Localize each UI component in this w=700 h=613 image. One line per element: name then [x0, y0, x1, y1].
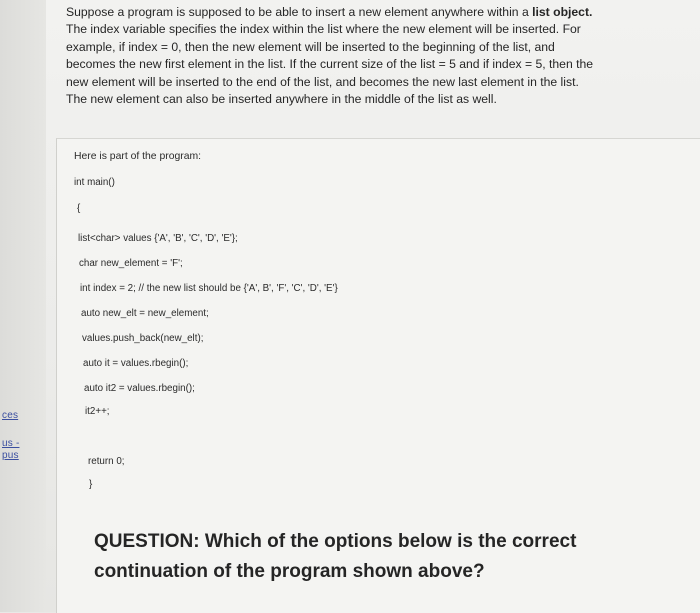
problem-text-start: Suppose a program is supposed to be able to insert a new element anywhere within a	[66, 5, 533, 19]
program-heading: Here is part of the program:	[74, 151, 202, 162]
code-line-push-back: values.push_back(new_elt);	[82, 333, 204, 344]
code-line-auto-elt: auto new_elt = new_element;	[81, 308, 209, 319]
code-line-close-brace: }	[89, 479, 93, 490]
code-line-auto-it: auto it = values.rbegin();	[83, 358, 189, 369]
code-line-index-decl: int index = 2; // the new list should be {'A', B', 'F', 'C', 'D', 'E'}	[80, 283, 338, 294]
question-text: QUESTION: Which of the options below is the correct continuation of the program shown above?	[94, 531, 577, 582]
sidebar-strip	[0, 0, 46, 612]
problem-bold-term: list object.	[532, 5, 593, 19]
code-line-char-decl: char new_element = 'F';	[79, 258, 183, 269]
code-line-open-brace: {	[77, 203, 81, 214]
code-line-auto-it2: auto it2 = values.rbegin();	[84, 383, 195, 394]
sidebar-link-resources[interactable]: ces	[2, 410, 19, 421]
problem-text-rest: The index variable specifies the index within the list where the new element will be inserted. For example, if index = 0, then the new element will be inserted to the beginning of the list, and becomes the new first element in the list. If the current size of the list = 5 and if index = 5, then the new element will be inserted to the end of the list, and becomes the new last element in the list. The new element can also be inserted anywhere in the middle of the list as well.	[66, 22, 594, 107]
sidebar-link-campus-2[interactable]: pus	[2, 450, 19, 461]
code-line-increment: it2++;	[85, 406, 110, 417]
problem-statement	[66, 4, 596, 108]
code-line-list-decl: list<char> values {'A', 'B', 'C', 'D', 'E'};	[78, 233, 238, 244]
code-line-main: int main()	[74, 177, 115, 188]
sidebar-link-campus[interactable]: us -	[2, 438, 20, 449]
code-line-return: return 0;	[88, 456, 125, 467]
